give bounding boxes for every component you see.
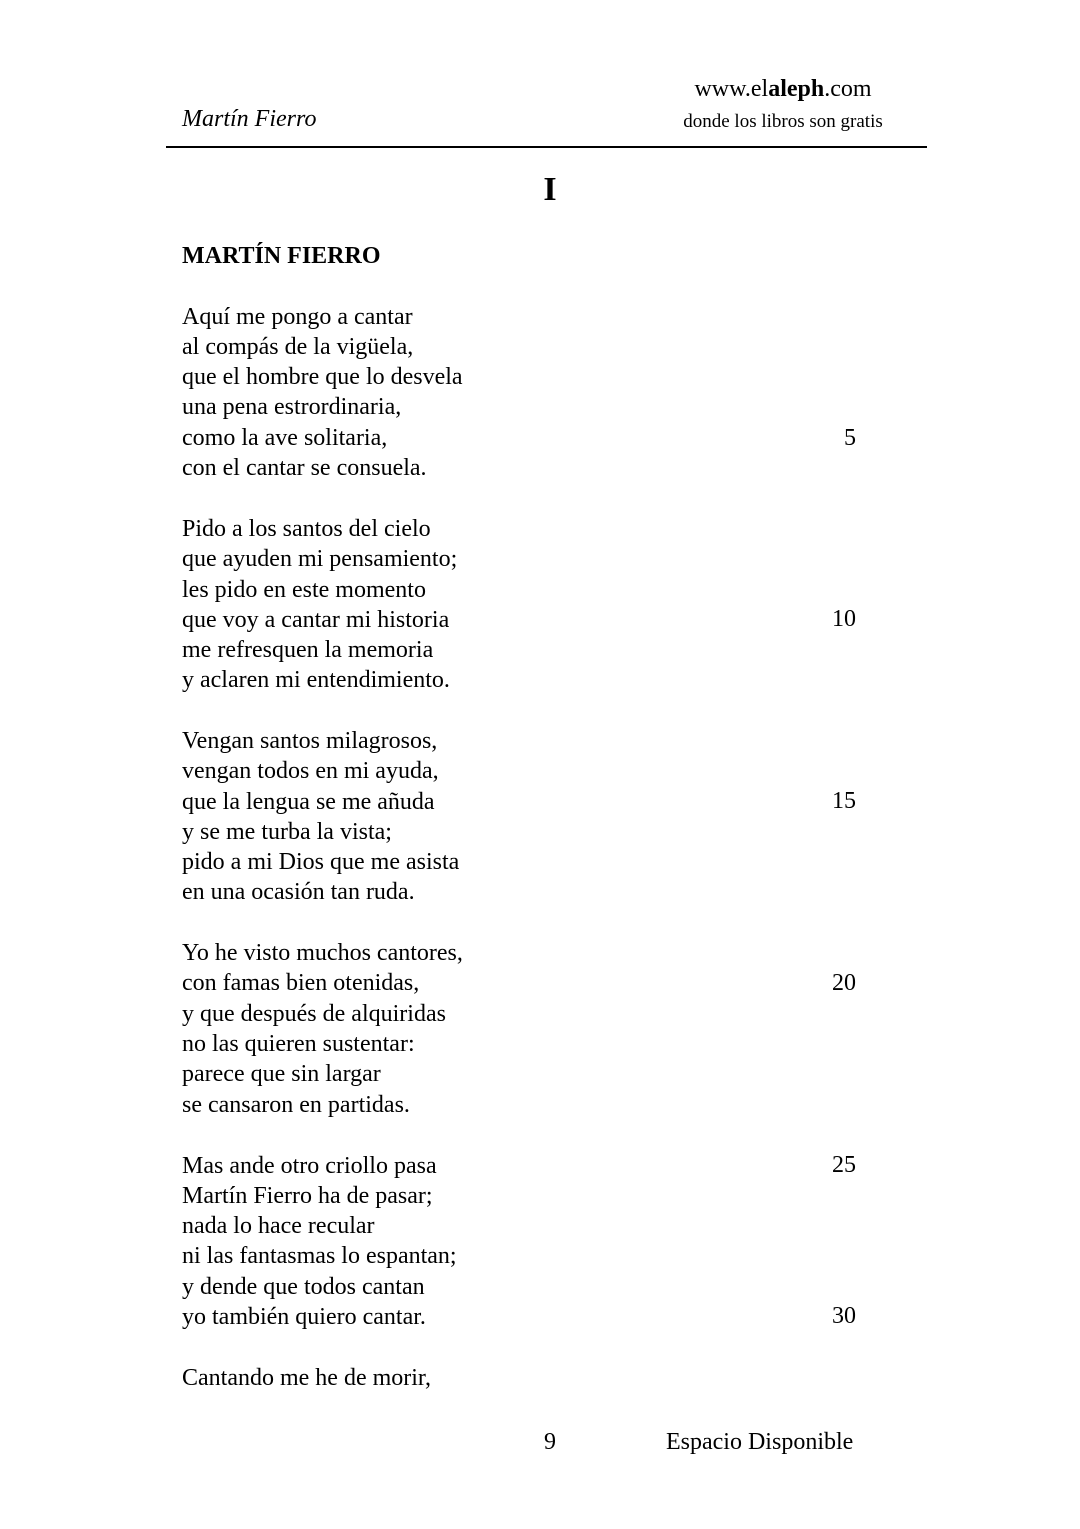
- poem-line: vengan todos en mi ayuda,: [182, 758, 439, 784]
- poem-line: Pido a los santos del cielo: [182, 516, 431, 542]
- site-brand: aleph: [768, 76, 825, 102]
- poem-line: que la lengua se me añuda: [182, 789, 435, 815]
- poem-line: al compás de la vigüela,: [182, 334, 414, 360]
- footer-note: Espacio Disponible: [666, 1429, 854, 1455]
- poem-line: y que después de alquiridas: [182, 1001, 446, 1027]
- header-divider: [166, 146, 927, 148]
- poem-line: Vengan santos milagrosos,: [182, 728, 438, 754]
- poem-line: con el cantar se consuela.: [182, 455, 427, 481]
- verse-line-number: 20: [832, 970, 856, 996]
- verse-line-number: 30: [832, 1303, 856, 1329]
- footer-page-number: 9: [544, 1429, 556, 1455]
- site-suffix: .com: [824, 76, 872, 102]
- poem-line: Mas ande otro criollo pasa: [182, 1153, 437, 1179]
- poem-line: me refresquen la memoria: [182, 637, 434, 663]
- poem-line: se cansaron en partidas.: [182, 1092, 410, 1118]
- verse-line-number: 5: [844, 425, 856, 451]
- poem-line: que el hombre que lo desvela: [182, 364, 463, 390]
- poem-line: Cantando me he de morir,: [182, 1365, 431, 1391]
- poem-line: les pido en este momento: [182, 577, 426, 603]
- poem-line: parece que sin largar: [182, 1061, 381, 1087]
- poem-line: Yo he visto muchos cantores,: [182, 940, 463, 966]
- poem-line: y dende que todos cantan: [182, 1274, 425, 1300]
- poem-line: ni las fantasmas lo espantan;: [182, 1243, 457, 1269]
- poem-line: Aquí me pongo a cantar: [182, 304, 413, 330]
- header-tagline: donde los libros son gratis: [683, 111, 883, 132]
- header-book-title: Martín Fierro: [182, 106, 317, 132]
- poem-line: como la ave solitaria,: [182, 425, 388, 451]
- poem-line: que voy a cantar mi historia: [182, 607, 450, 633]
- poem-line: no las quieren sustentar:: [182, 1031, 415, 1057]
- poem-line: y aclaren mi entendimiento.: [182, 667, 450, 693]
- poem-line: nada lo hace recular: [182, 1213, 375, 1239]
- poem-line: con famas bien otenidas,: [182, 970, 420, 996]
- poem-line: Martín Fierro ha de pasar;: [182, 1183, 433, 1209]
- poem-line: y se me turba la vista;: [182, 819, 392, 845]
- section-title: MARTÍN FIERRO: [182, 243, 381, 269]
- poem-line: pido a mi Dios que me asista: [182, 849, 460, 875]
- poem-line: en una ocasión tan ruda.: [182, 879, 415, 905]
- verse-line-number: 15: [832, 788, 856, 814]
- chapter-numeral: I: [543, 171, 557, 208]
- header-site-url: [620, 74, 946, 104]
- site-prefix: www.el: [694, 76, 769, 102]
- poem-line: que ayuden mi pensamiento;: [182, 546, 458, 572]
- poem-line: una pena estrordinaria,: [182, 394, 402, 420]
- poem-line: yo también quiero cantar.: [182, 1304, 426, 1330]
- verse-line-number: 25: [832, 1152, 856, 1178]
- verse-line-number: 10: [832, 606, 856, 632]
